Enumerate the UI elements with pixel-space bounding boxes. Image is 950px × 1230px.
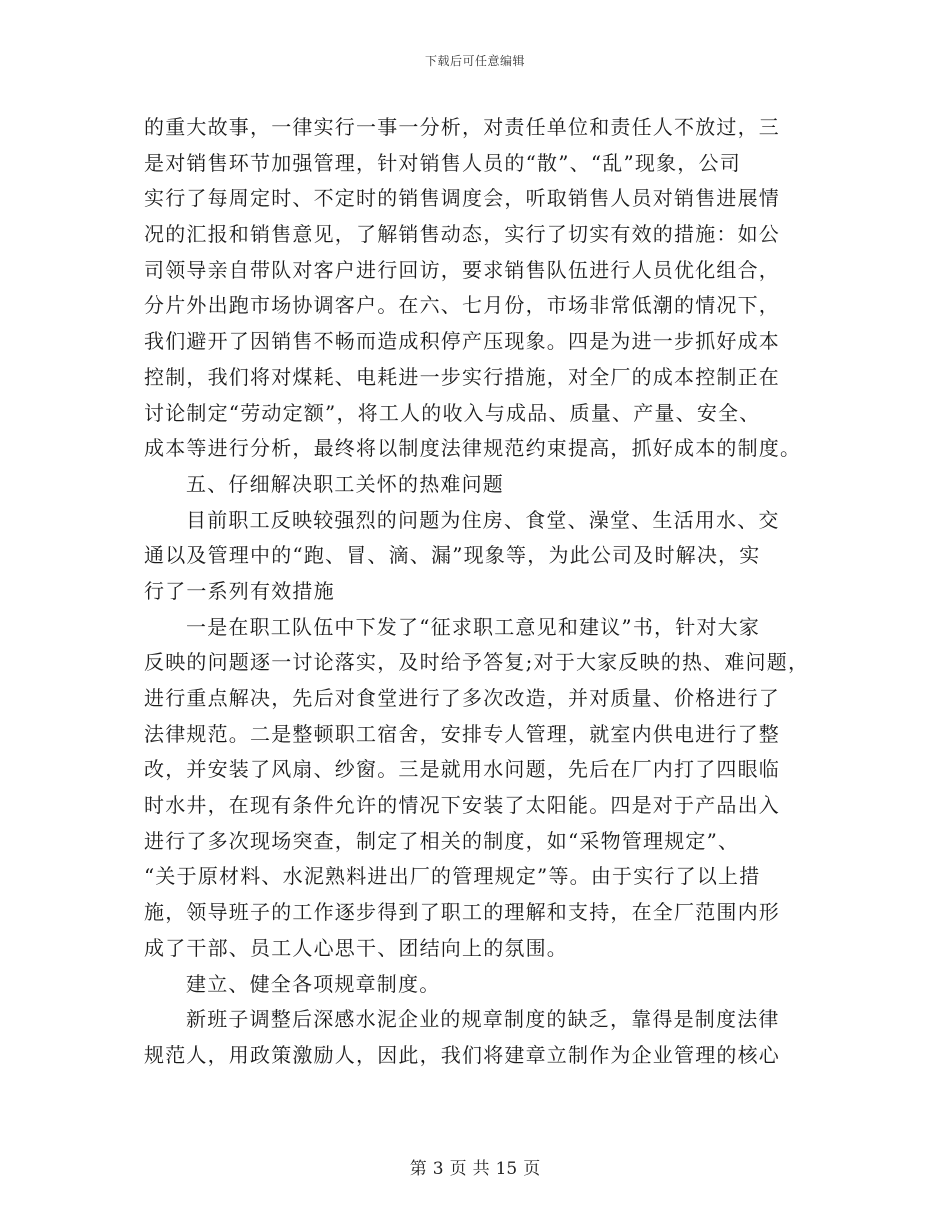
text-line: 司领导亲自带队对客户进行回访，要求销售队伍进行人员优化组合， <box>144 257 780 282</box>
text-line: 规范人，用政策激励人，因此，我们将建章立制作为企业管理的核心 <box>144 1042 780 1067</box>
page-header-note: 下载后可任意编辑 <box>424 54 525 68</box>
footer-page-word: 页 <box>449 1159 467 1179</box>
text-line: 进行重点解决，先后对食堂进行了多次改造，并对质量、价格进行了 <box>144 686 780 710</box>
section-heading: 五、仔细解决职工关怀的热难问题 <box>186 471 504 496</box>
text-line: 况的汇报和销售意见，了解销售动态，实行了切实有效的措施：如公 <box>144 222 780 247</box>
text-line: 是对销售环节加强管理，针对销售人员的“散”、“乱”现象，公司 <box>144 150 741 175</box>
text-line: 法律规范。二是整顿职工宿舍，安排专人管理，就室内供电进行了整 <box>144 721 780 746</box>
text-line: 通以及管理中的“跑、冒、滴、漏”现象等，为此公司及时解决，实 <box>144 543 761 568</box>
page-footer <box>0 1154 950 1179</box>
footer-total-word: 共 <box>472 1159 490 1179</box>
text-line: 进行了多次现场突查，制定了相关的制度，如“采物管理规定”、 <box>144 828 740 853</box>
text-line: 反映的问题逐一讨论落实，及时给予答复;对于大家反映的热、难问题， <box>144 650 810 675</box>
text-line: 行了一系列有效措施 <box>144 578 335 603</box>
text-line: 讨论制定“劳动定额”，将工人的收入与成品、质量、产量、安全、 <box>144 400 761 425</box>
text-line: 实行了每周定时、不定时的销售调度会，听取销售人员对销售进展情 <box>144 186 780 211</box>
text-line: 时水井，在现有条件允许的情况下安装了太阳能。四是对于产品出入 <box>144 793 780 818</box>
text-line: 目前职工反映较强烈的问题为住房、食堂、澡堂、生活用水、交 <box>186 507 780 532</box>
text-line: 我们避开了因销售不畅而造成积停产压现象。四是为进一步抓好成本 <box>144 329 780 354</box>
text-line: “关于原材料、水泥熟料进出厂的管理规定”等。由于实行了以上措 <box>144 864 761 889</box>
text-line: 分片外出跑市场协调客户。在六、七月份，市场非常低潮的情况下， <box>144 293 780 318</box>
text-line: 一是在职工队伍中下发了“征求职工意见和建议”书，针对大家 <box>186 614 761 639</box>
total-page-number: 15 <box>495 1159 518 1179</box>
current-page-number: 3 <box>432 1159 444 1179</box>
section-heading: 建立、健全各项规章制度。 <box>186 971 441 996</box>
text-line: 的重大故事，一律实行一事一分析，对责任单位和责任人不放过，三 <box>144 115 780 139</box>
text-line: 成了干部、员工人心思干、团结向上的氛围。 <box>144 935 568 960</box>
document-body <box>144 110 820 1074</box>
text-line: 成本等进行分析，最终将以制度法律规范约束提高，抓好成本的制度。 <box>144 436 802 461</box>
text-line: 控制，我们将对煤耗、电耗进一步实行措施，对全厂的成本控制正在 <box>144 364 780 389</box>
text-line: 改，并安装了风扇、纱窗。三是就用水问题，先后在厂内打了四眼临 <box>144 757 780 782</box>
text-line: 新班子调整后深感水泥企业的规章制度的缺乏，靠得是制度法律 <box>186 1007 780 1032</box>
footer-prefix: 第 <box>409 1159 427 1179</box>
text-line: 施，领导班子的工作逐步得到了职工的理解和支持，在全厂范围内形 <box>144 900 780 925</box>
footer-suffix: 页 <box>523 1159 541 1179</box>
